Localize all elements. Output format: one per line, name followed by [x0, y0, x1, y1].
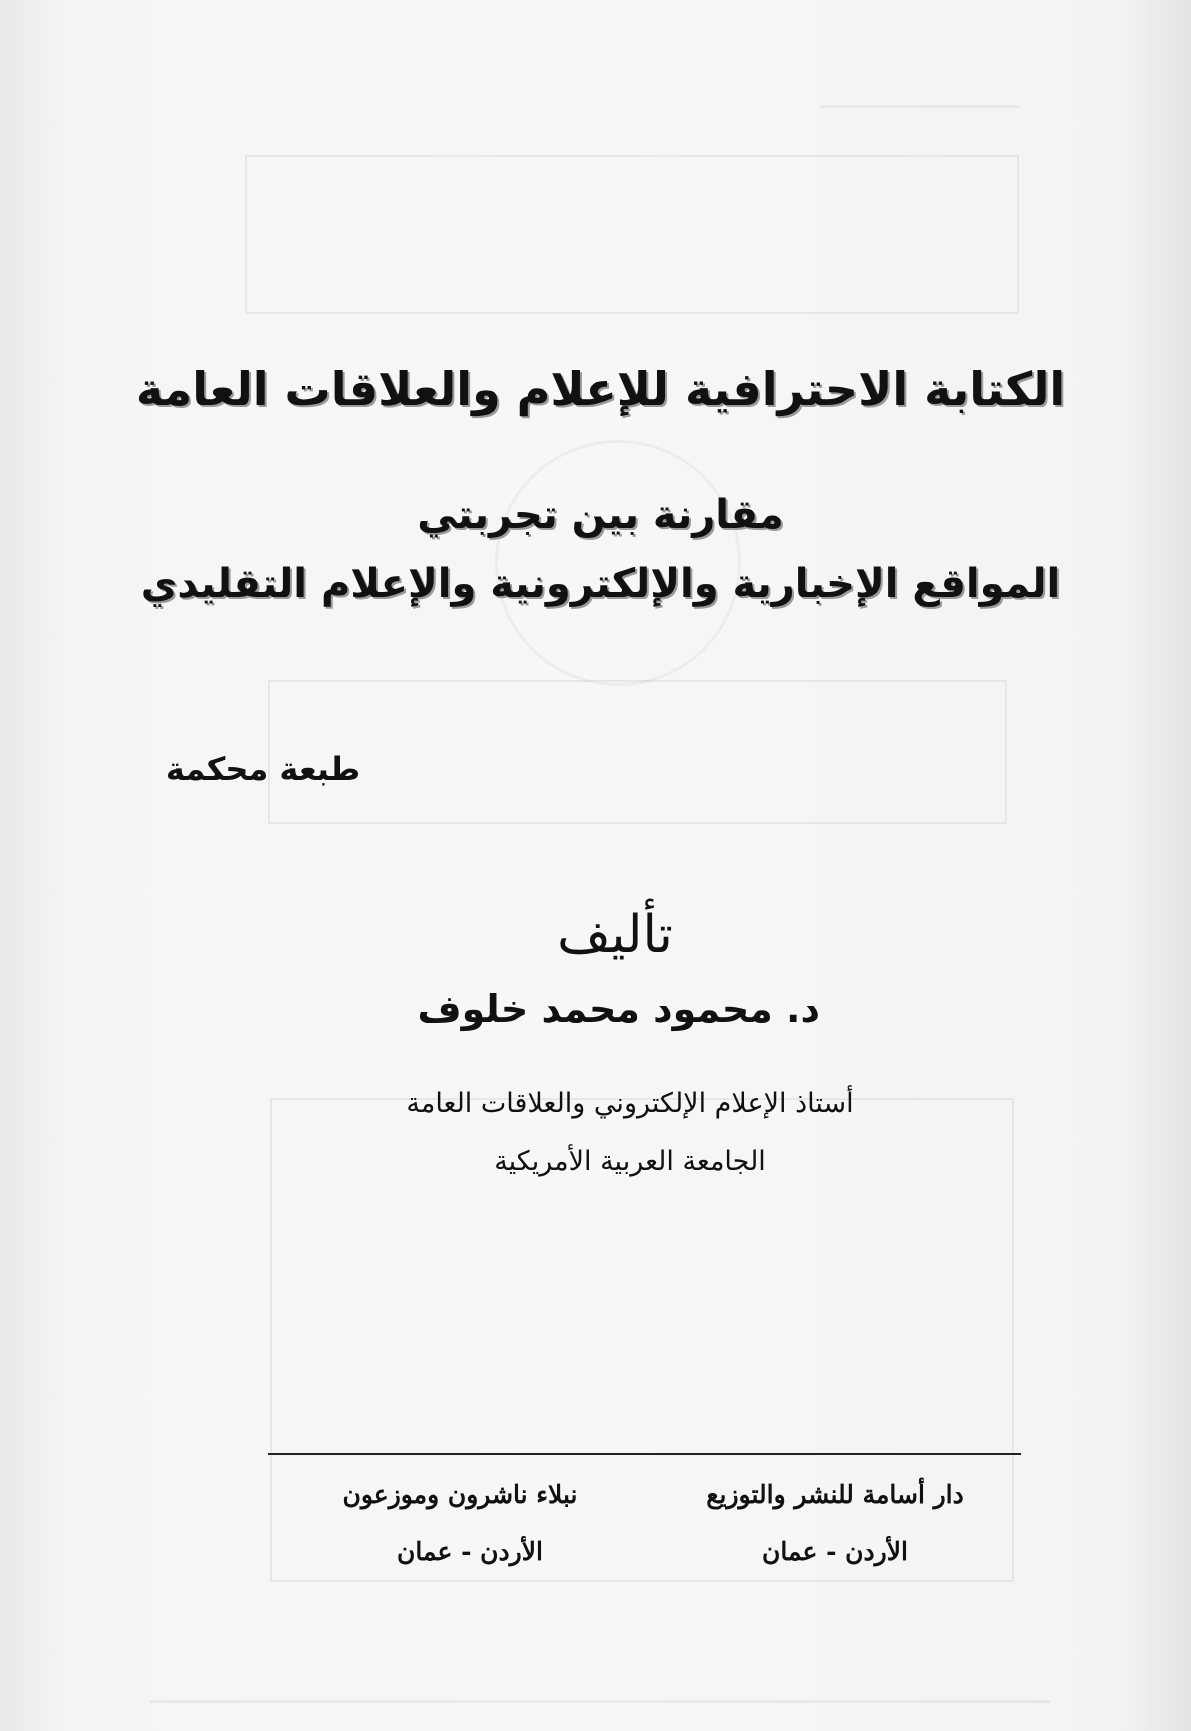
author-university: الجامعة العربية الأمريكية [494, 1146, 766, 1177]
publisher-name-secondary: نبلاء ناشرون وموزعون [342, 1480, 578, 1509]
show-through-box-top [245, 155, 1019, 314]
author-name: د. محمود محمد خلوف [417, 987, 820, 1031]
book-title: الكتابة الاحترافية للإعلام والعلاقات العامة [135, 362, 1066, 416]
show-through-line-2 [150, 1700, 1050, 1703]
author-role: أستاذ الإعلام الإلكتروني والعلاقات العامة [406, 1088, 854, 1119]
book-subtitle-line-1: مقارنة بين تجربتي [417, 492, 784, 538]
show-through-box-middle [268, 680, 1007, 824]
publisher-city-primary: الأردن - عمان [762, 1537, 908, 1566]
publisher-name-primary: دار أسامة للنشر والتوزيع [706, 1480, 964, 1509]
publisher-divider [268, 1453, 1021, 1455]
publisher-city-secondary: الأردن - عمان [397, 1537, 543, 1566]
book-subtitle-line-2: المواقع الإخبارية والإلكترونية والإعلام التقليدي [140, 561, 1061, 607]
authored-by-label: تأليف [557, 905, 673, 965]
edition-label: طبعة محكمة [165, 750, 361, 788]
show-through-line-1 [820, 105, 1020, 108]
